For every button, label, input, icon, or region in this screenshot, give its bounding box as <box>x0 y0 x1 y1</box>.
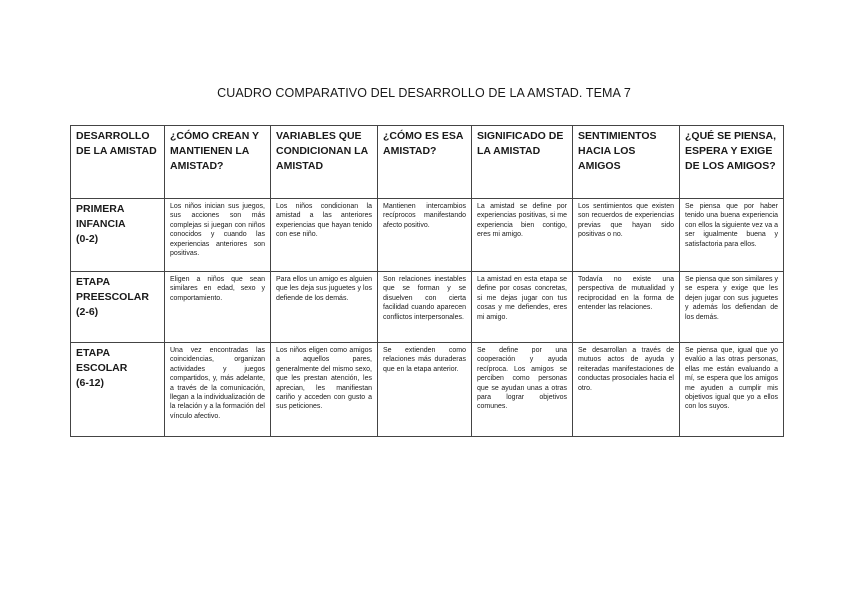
table-cell: Se define por una cooperación y ayuda recíproca. Los amigos se perciben como personas que se ayudan unas a otras para lograr objetivos comunes. <box>472 343 573 437</box>
table-cell: Los niños condicionan la amistad a las anteriores experiencias que hayan tenido con ese niño. <box>271 199 378 272</box>
table-cell: Los niños inician sus juegos, sus acciones son más complejas si juegan con niños conocidos y cuando las experiencias anteriores son positivas. <box>165 199 271 272</box>
stage-age: (2-6) <box>76 306 99 318</box>
table-header-row <box>71 126 784 199</box>
stage-name: ETAPA PREESCOLAR <box>76 276 149 303</box>
header-cell: ¿QUÉ SE PIENSA, ESPERA Y EXIGE DE LOS AMIGOS? <box>680 126 784 199</box>
row-header <box>71 272 165 343</box>
table-cell: Se extienden como relaciones más duraderas que en la etapa anterior. <box>378 343 472 437</box>
table-cell: Mantienen intercambios recíprocos manifestando afecto positivo. <box>378 199 472 272</box>
row-header <box>71 343 165 437</box>
table-cell: Se desarrollan a través de mutuos actos de ayuda y reiteradas manifestaciones de conductas prosociales hacia el otro. <box>573 343 680 437</box>
table-cell: Una vez encontradas las coincidencias, organizan actividades y juegos compartidos, y, más adelante, a través de la comunicación, llegan a la individualización de la relación y a la formación del vínculo afectivo. <box>165 343 271 437</box>
stage-name: ETAPA ESCOLAR <box>76 347 128 374</box>
stage-name: PRIMERA INFANCIA <box>76 203 126 230</box>
header-cell: ¿CÓMO ES ESA AMISTAD? <box>378 126 472 199</box>
stage-age: (0-2) <box>76 233 99 245</box>
header-cell: SIGNIFICADO DE LA AMISTAD <box>472 126 573 199</box>
header-cell: DESARROLLO DE LA AMISTAD <box>71 126 165 199</box>
table-cell: La amistad en esta etapa se define por cosas concretas, si me dejas jugar con tus cosas y me defiendes, eres mi amigo. <box>472 272 573 343</box>
table-cell: Se piensa que por haber tenido una buena experiencia con ellos la siguiente vez va a ser igualmente buena y satisfactoria para ellos. <box>680 199 784 272</box>
stage-age: (6-12) <box>76 377 105 389</box>
header-cell: VARIABLES QUE CONDICIONAN LA AMISTAD <box>271 126 378 199</box>
table-cell: Para ellos un amigo es alguien que les deja sus juguetes y los defiende de los demás. <box>271 272 378 343</box>
table-cell: Todavía no existe una perspectiva de mutualidad y reciprocidad en la forma de entender las relaciones. <box>573 272 680 343</box>
row-header <box>71 199 165 272</box>
table-cell: Los sentimientos que existen son recuerdos de experiencias previas que hayan sido positivas o no. <box>573 199 680 272</box>
table-cell: Eligen a niños que sean similares en edad, sexo y comportamiento. <box>165 272 271 343</box>
table-cell: Son relaciones inestables que se forman y se disuelven con cierta facilidad cuando aparecen conflictos interpersonales. <box>378 272 472 343</box>
table-cell: Se piensa que son similares y se espera y exige que les dejen jugar con sus juguetes y además los defiendan de los demás. <box>680 272 784 343</box>
table-row <box>71 272 784 343</box>
table-cell: Los niños eligen como amigos a aquellos pares, generalmente del mismo sexo, que les prestan atención, les aprecian, les manifiestan cariño y acceden con gusto a sus peticiones. <box>271 343 378 437</box>
table-row <box>71 343 784 437</box>
page-title: CUADRO COMPARATIVO DEL DESARROLLO DE LA AMSTAD. TEMA 7 <box>217 86 631 100</box>
table-row <box>71 199 784 272</box>
comparison-table <box>70 125 784 437</box>
header-cell: ¿CÓMO CREAN Y MANTIENEN LA AMISTAD? <box>165 126 271 199</box>
header-cell: SENTIMIENTOS HACIA LOS AMIGOS <box>573 126 680 199</box>
table-cell: Se piensa que, igual que yo evalúo a las otras personas, ellas me están evaluando a mí, se espera que los amigos me ayuden a cumplir mis objetivos igual que yo a ellos con los suyos. <box>680 343 784 437</box>
table-cell: La amistad se define por experiencias positivas, si me experiencia bien contigo, eres mi amigo. <box>472 199 573 272</box>
